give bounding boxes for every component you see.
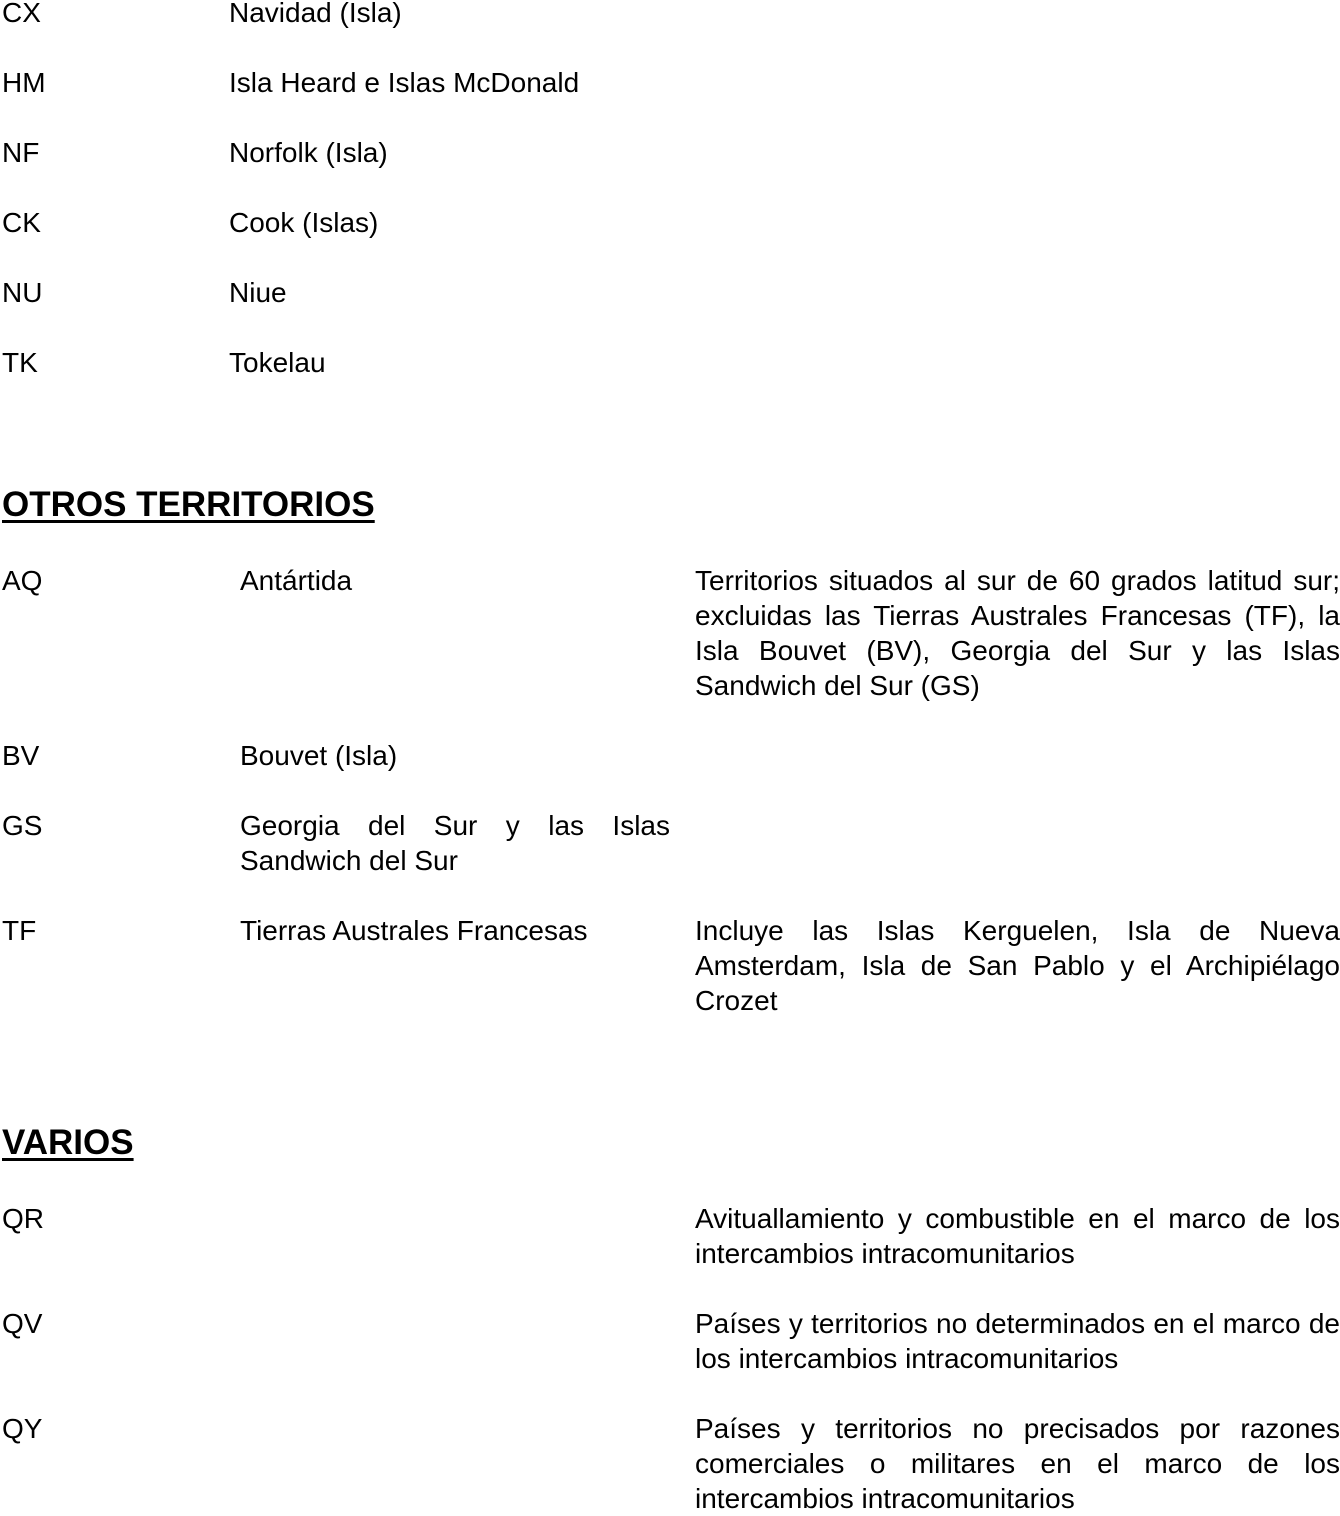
country-name: Tierras Australes Francesas: [240, 915, 588, 946]
country-note: Incluye las Islas Kerguelen, Isla de Nueva Amsterdam, Isla de San Pablo y el Archipiélago Crozet: [695, 915, 1340, 1016]
country-code: NU: [2, 277, 43, 308]
country-note: Países y territorios no precisados por razones comerciales o militares en el marco de los intercambios intracomunitarios: [695, 1413, 1340, 1514]
country-code: QV: [2, 1308, 43, 1339]
country-code: QR: [2, 1203, 44, 1234]
country-name: Norfolk (Isla): [229, 137, 388, 168]
country-code: TK: [2, 347, 38, 378]
country-name: Niue: [229, 277, 287, 308]
section-heading-otros-territorios: OTROS TERRITORIOS: [2, 485, 375, 524]
country-code: NF: [2, 137, 40, 168]
country-code: AQ: [2, 565, 43, 596]
country-code: GS: [2, 810, 43, 841]
country-code: BV: [2, 740, 40, 771]
country-name: Cook (Islas): [229, 207, 379, 238]
country-code: CK: [2, 207, 41, 238]
country-name: Isla Heard e Islas McDonald: [229, 67, 580, 98]
country-note: Países y territorios no determinados en el marco de los intercambios intracomunitarios: [695, 1308, 1340, 1374]
country-code: TF: [2, 915, 37, 946]
country-note: Avituallamiento y combustible en el marco de los intercambios intracomunitarios: [695, 1203, 1340, 1269]
country-name: Bouvet (Isla): [240, 740, 398, 771]
country-name: Antártida: [240, 565, 353, 596]
country-note: Territorios situados al sur de 60 grados latitud sur; excluidas las Tierras Australes Francesas (TF), la Isla Bouvet (BV), Georgia del Sur y las Islas Sandwich del Sur (GS): [695, 565, 1340, 701]
country-name: Tokelau: [229, 347, 326, 378]
country-code: QY: [2, 1413, 43, 1444]
section-heading-varios: VARIOS: [2, 1123, 134, 1162]
country-name: Georgia del Sur y las Islas Sandwich del Sur: [240, 810, 670, 876]
country-code: CX: [2, 0, 41, 28]
country-code: HM: [2, 67, 46, 98]
country-name: Navidad (Isla): [229, 0, 402, 28]
